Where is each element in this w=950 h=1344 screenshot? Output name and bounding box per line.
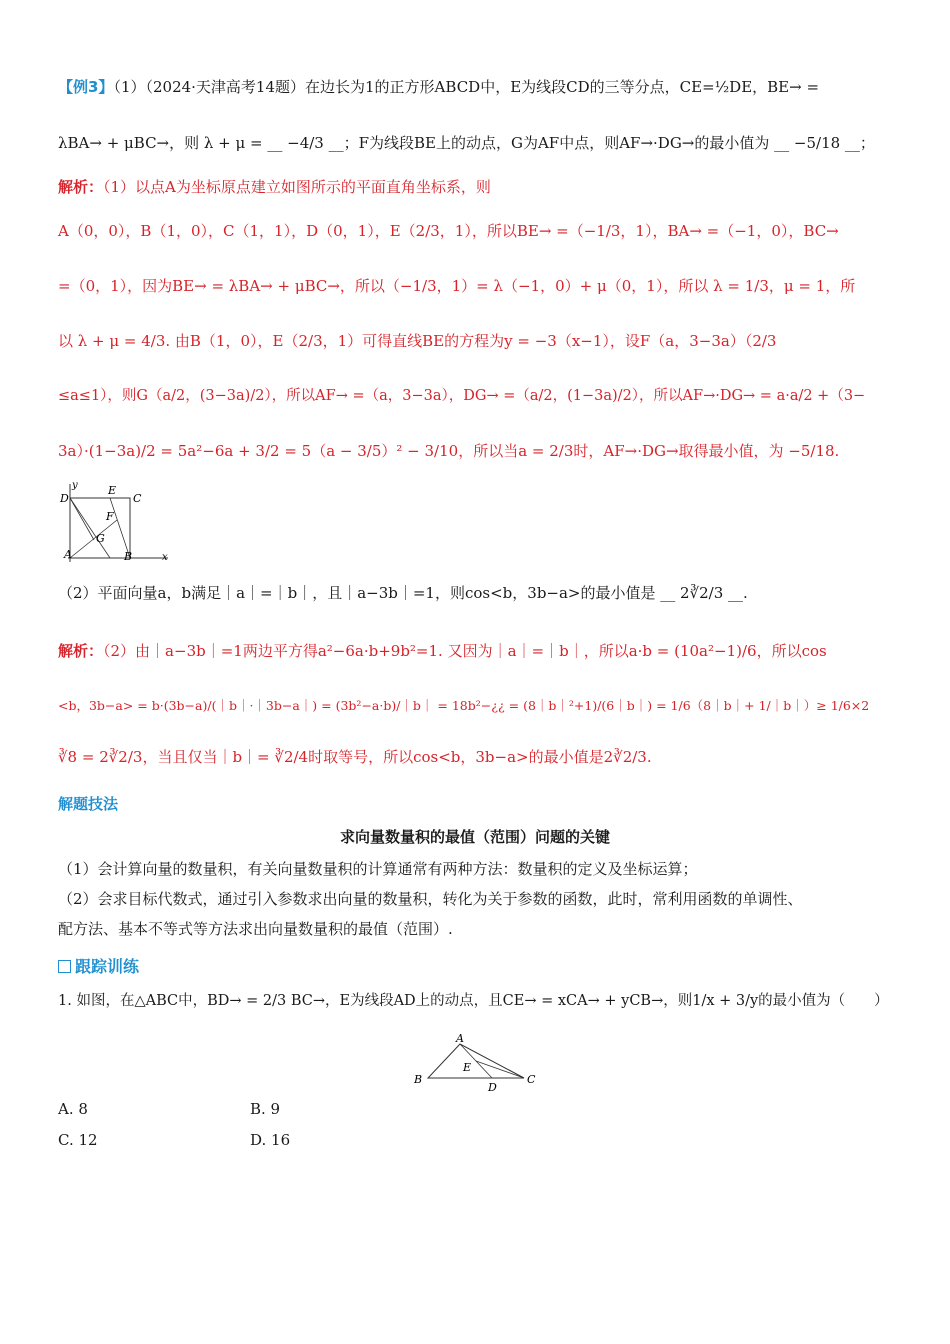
example-line-2: λBA→ + μBC→，则 λ + μ = __ −4/3 __；F为线段BE上的动点，G为AF中点，则AF→·DG→的最小值为 __ −5/18 __； (58, 134, 875, 152)
label-x: x (162, 552, 168, 563)
option-d[interactable]: D. 16 (250, 1131, 291, 1149)
technique-heading: 解题技法 (58, 795, 119, 813)
label-e: E (108, 484, 117, 497)
solution1-line-1: A（0，0），B（1，0），C（1，1），D（0，1），E（2/3，1），所以BE→ =（−1/3，1），BA→ =（−1，0），BC→ (58, 222, 839, 240)
example-line-1 (58, 76, 890, 98)
segment-dg (70, 498, 94, 540)
segment-da (70, 498, 110, 558)
label-y: y (72, 480, 78, 491)
segment-ce (476, 1061, 524, 1078)
tracking-question: 1. 如图，在△ABC中，BD→ = 2/3 BC→，E为线段AD上的动点，且CE→ = xCA→ + yCB→，则1/x + 3/y的最小值为（ ） (58, 993, 889, 1009)
triangle-figure (408, 1032, 543, 1097)
solution1-label: 解析： (58, 178, 104, 196)
checkbox-icon (58, 960, 71, 973)
label-g: G (96, 532, 105, 545)
technique-point-3: 配方法、基本不等式等方法求出向量数量积的最值（范围）. (58, 920, 453, 938)
label-f: F (106, 510, 114, 523)
part2-text-0: （2）由｜a−3b｜=1两边平方得a²−6a·b+9b²=1. 又因为｜a｜=｜b｜，所以a·b = (10a²−1)/6，所以cos (103, 642, 827, 660)
part2-label: 解析： (58, 642, 104, 660)
tri-label-e: E (463, 1061, 472, 1074)
example-text-1: （1）（2024·天津高考14题）在边长为1的正方形ABCD中，E为线段CD的三等分点，CE=½DE，BE→ = (113, 78, 820, 96)
solution1-line-5: 3a）·(1−3a)/2 = 5a²−6a + 3/2 = 5（a − 3/5）² − 3/10，所以当a = 2/3时，AF→·DG→取得最小值，为 −5/18. (58, 442, 840, 460)
label-d: D (60, 492, 69, 505)
solution1-line-4: ≤a≤1），则G（a/2，(3−3a)/2），所以AF→ =（a，3−3a），DG→ =（a/2，(1−3a)/2），所以AF→·DG→ = a·a/2 +（3− (58, 388, 866, 404)
solution1-line-3: 以 λ + μ = 4/3. 由B（1，0），E（2/3，1）可得直线BE的方程为y = −3（x−1），设F（a，3−3a）（2/3 (58, 332, 777, 350)
square-abcd (70, 498, 130, 558)
label-a: A (64, 548, 72, 561)
part2-question: （2）平面向量a，b满足｜a｜=｜b｜，且｜a−3b｜=1，则cos<b，3b−a>的最小值是 __ 2∛2/3 __. (58, 584, 748, 602)
tracking-heading: 跟踪训练 (75, 957, 140, 976)
solution1-line-2: =（0，1），因为BE→ = λBA→ + μBC→，所以（−1/3，1）= λ（−1，0）+ μ（0，1），所以 λ = 1/3，μ = 1，所 (58, 277, 856, 295)
label-c: C (133, 492, 142, 505)
tri-label-b: B (414, 1073, 423, 1086)
part2-line-0 (58, 640, 890, 662)
example-tag: 【例3】 (58, 78, 114, 96)
technique-point-1: （1）会计算向量的数量积，有关向量数量积的计算通常有两种方法：数量积的定义及坐标运算； (58, 860, 698, 878)
tri-label-d: D (488, 1081, 497, 1094)
square-figure (58, 480, 173, 565)
technique-title: 求向量数量积的最值（范围）问题的关键 (339, 828, 610, 846)
part2-line-2: ∛8 = 2∛2/3，当且仅当｜b｜= ∛2/4时取等号，所以cos<b，3b−a>的最小值是2∛2/3. (58, 748, 652, 766)
solution1-text-0: （1）以点A为坐标原点建立如图所示的平面直角坐标系，则 (103, 178, 491, 196)
option-b[interactable]: B. 9 (250, 1100, 281, 1118)
tri-label-c: C (527, 1073, 536, 1086)
option-a[interactable]: A. 8 (58, 1100, 88, 1118)
segment-be (110, 498, 130, 558)
solution1-line-0 (58, 176, 890, 198)
part2-line-1: <b，3b−a> = b·(3b−a)/(｜b｜·｜3b−a｜) = (3b²−a·b)/｜b｜ = 18b²−¿¿ = (8｜b｜²+1)/(6｜b｜) = 1/6（8｜b｜+ 1/｜b｜）≥ 1/6×2 (58, 698, 870, 713)
tri-label-a: A (456, 1032, 464, 1045)
option-c[interactable]: C. 12 (58, 1131, 98, 1149)
tracking-heading-row (58, 954, 139, 977)
technique-point-2: （2）会求目标代数式，通过引入参数求出向量的数量积，转化为关于参数的函数，此时，常利用函数的单调性、 (58, 890, 803, 908)
label-b: B (124, 550, 133, 563)
